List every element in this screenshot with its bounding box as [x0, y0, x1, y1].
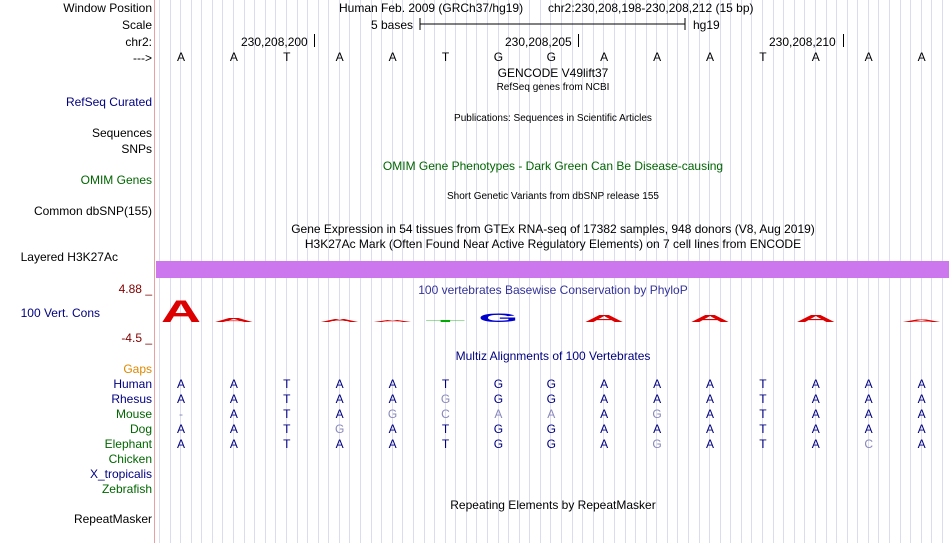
alignment-base: T [283, 407, 291, 421]
alignment-base: A [388, 437, 397, 451]
alignment-base: A [176, 377, 185, 391]
alignment-base: A [547, 407, 556, 421]
species-label-mouse[interactable]: Mouse [115, 407, 152, 421]
tick-mark-3 [843, 34, 844, 47]
base-letter: T [441, 50, 450, 64]
conservation-letter: A [319, 318, 362, 324]
alignment-base: T [283, 437, 291, 451]
conservation-letter: A [901, 319, 942, 323]
base-letter: A [653, 50, 662, 64]
window-position-label: Window Position [63, 1, 152, 15]
species-label-chicken[interactable]: Chicken [108, 452, 152, 466]
species-label-elephant[interactable]: Elephant [104, 437, 152, 451]
alignment-base: A [229, 437, 238, 451]
alignment-base: T [283, 377, 291, 391]
alignment-base: A [600, 377, 609, 391]
conservation-letter: A [795, 313, 838, 325]
alignment-base: A [176, 422, 185, 436]
alignment-base: G [546, 392, 556, 406]
alignment-base: A [600, 437, 609, 451]
alignment-base: T [759, 422, 767, 436]
alignment-base: A [388, 422, 397, 436]
alignment-base: A [335, 437, 344, 451]
alignment-base: A [917, 437, 926, 451]
cons-track-label[interactable]: 100 Vert. Cons [20, 306, 100, 320]
assembly-title: Human Feb. 2009 (GRCh37/hg19) [339, 1, 524, 15]
alignment-base: A [705, 437, 714, 451]
omim-track-label[interactable]: OMIM Genes [80, 173, 152, 187]
publications-title[interactable]: Publications: Sequences in Scientific Articles [454, 113, 652, 124]
scale-text: 5 bases [371, 18, 414, 32]
alignment-base: A [335, 377, 344, 391]
alignment-base: A [705, 422, 714, 436]
alignment-base: T [441, 437, 450, 451]
alignment-base: A [917, 392, 926, 406]
refseq-subtitle[interactable]: RefSeq genes from NCBI [496, 82, 610, 93]
alignment-base: A [811, 377, 820, 391]
alignment-base: - [179, 407, 183, 421]
tick-label-3: 230,208,210 [769, 35, 836, 49]
alignment-base: T [441, 377, 450, 391]
phylop-title[interactable]: 100 vertebrates Basewise Conservation by PhyloP [418, 283, 688, 297]
base-letter: T [283, 50, 291, 64]
base-letter: A [229, 50, 238, 64]
refseq-track-label[interactable]: RefSeq Curated [65, 95, 152, 109]
alignment-base: G [335, 422, 345, 436]
h3k27ac-track-label[interactable]: Layered H3K27Ac [20, 250, 118, 264]
alignment-base: T [441, 422, 450, 436]
conservation-letter: A [372, 319, 413, 323]
alignment-base: A [653, 422, 662, 436]
base-letter: A [335, 50, 344, 64]
strand-label[interactable]: ---> [133, 51, 152, 65]
h3k27ac-signal-bar[interactable] [156, 261, 949, 278]
alignment-base: A [705, 377, 714, 391]
alignment-base: A [811, 422, 820, 436]
db-label: hg19 [693, 18, 720, 32]
label-divider [154, 0, 155, 543]
conservation-letter: A [690, 313, 732, 325]
base-letter: A [864, 50, 873, 64]
snps-track-label[interactable]: SNPs [121, 142, 152, 156]
alignment-base: A [705, 392, 714, 406]
conservation-letter: G [478, 310, 519, 325]
alignment-base: T [283, 422, 291, 436]
species-label-rhesus[interactable]: Rhesus [111, 392, 152, 406]
alignment-base: G [493, 422, 504, 436]
species-label-zebrafish[interactable]: Zebrafish [101, 482, 152, 496]
tick-mark-1 [314, 34, 315, 47]
alignment-base: C [864, 437, 874, 451]
base-letter: A [388, 50, 397, 64]
alignment-base: G [546, 437, 556, 451]
alignment-base: T [759, 392, 767, 406]
sequences-track-label[interactable]: Sequences [91, 126, 152, 140]
alignment-base: A [864, 392, 873, 406]
alignment-base: A [229, 422, 238, 436]
base-letter: A [176, 50, 185, 64]
alignment-base: A [864, 377, 873, 391]
tick-label-2: 230,208,205 [505, 35, 572, 49]
base-letter: A [811, 50, 820, 64]
alignment-base: G [493, 377, 504, 391]
gaps-track-label[interactable]: Gaps [123, 362, 152, 376]
alignment-base: A [653, 392, 662, 406]
species-label-dog[interactable]: Dog [129, 422, 152, 436]
scale-label: Scale [121, 18, 152, 32]
alignment-base: A [388, 377, 397, 391]
alignment-base: A [176, 392, 185, 406]
alignment-base: G [546, 377, 556, 391]
alignment-base: C [441, 407, 450, 421]
conservation-letter: T [425, 319, 467, 323]
alignment-base: A [600, 392, 609, 406]
h3k27ac-title[interactable]: H3K27Ac Mark (Often Found Near Active Regulatory Elements) on 7 cell lines from ENCODE [304, 237, 802, 251]
position-readout: chr2:230,208,198-230,208,212 (15 bp) [548, 1, 754, 15]
alignment-base: G [493, 437, 504, 451]
species-label-x_tropicalis[interactable]: X_tropicalis [89, 467, 152, 481]
alignment-base: G [387, 407, 398, 421]
alignment-base: T [283, 392, 291, 406]
base-letter: A [600, 50, 609, 64]
gtex-title[interactable]: Gene Expression in 54 tissues from GTEx RNA-seq of 17382 samples, 948 donors (V8, Aug 2019) [291, 222, 815, 236]
alignment-base: T [759, 377, 767, 391]
alignment-base: A [811, 407, 820, 421]
alignment-base: A [811, 392, 820, 406]
conservation-letter: A [584, 313, 626, 325]
omim-title[interactable]: OMIM Gene Phenotypes - Dark Green Can Be Disease-causing [382, 159, 724, 173]
conservation-letter: A [161, 296, 202, 330]
alignment-base: A [705, 407, 714, 421]
alignment-base: A [335, 407, 344, 421]
tick-label-1: 230,208,200 [241, 35, 308, 49]
base-letter: A [705, 50, 714, 64]
conservation-letter: A [213, 317, 256, 324]
alignment-base: A [176, 437, 185, 451]
alignment-base: T [759, 437, 767, 451]
alignment-base: A [600, 407, 609, 421]
base-letter: G [546, 50, 556, 64]
alignment-base: T [759, 407, 767, 421]
dbsnp-title[interactable]: Short Genetic Variants from dbSNP release 155 [447, 191, 659, 202]
scale-bar [419, 17, 687, 31]
cons-min-label: -4.5 _ [121, 331, 152, 345]
alignment-base: G [493, 392, 504, 406]
multiz-title[interactable]: Multiz Alignments of 100 Vertebrates [455, 349, 651, 363]
tick-mark-2 [578, 34, 579, 47]
alignment-base: A [494, 407, 503, 421]
repeatmasker-title[interactable]: Repeating Elements by RepeatMasker [450, 498, 656, 512]
gencode-title[interactable]: GENCODE V49lift37 [497, 66, 609, 80]
alignment-base: A [917, 377, 926, 391]
alignment-base: A [229, 392, 238, 406]
alignment-base: A [229, 407, 238, 421]
alignment-base: A [864, 422, 873, 436]
alignment-base: A [653, 377, 662, 391]
dbsnp-track-label[interactable]: Common dbSNP(155) [33, 204, 152, 218]
species-label-human[interactable]: Human [113, 377, 152, 391]
alignment-base: G [652, 407, 662, 421]
alignment-base: A [600, 422, 609, 436]
repeatmasker-track-label[interactable]: RepeatMasker [73, 512, 152, 526]
conservation-logo[interactable] [156, 296, 950, 336]
base-letter: A [917, 50, 926, 64]
alignment-base: A [388, 392, 397, 406]
alignment-base: A [335, 392, 344, 406]
cons-max-label: 4.88 _ [118, 282, 152, 296]
base-letter: T [759, 50, 767, 64]
alignment-base: G [546, 422, 556, 436]
alignment-base: A [917, 422, 926, 436]
alignment-base: G [652, 437, 662, 451]
alignment-base: A [864, 407, 873, 421]
alignment-base: A [229, 377, 238, 391]
base-letter: G [493, 50, 504, 64]
chrom-label: chr2: [125, 35, 152, 49]
alignment-base: A [811, 437, 820, 451]
alignment-base: A [917, 407, 926, 421]
alignment-base: G [440, 392, 451, 406]
